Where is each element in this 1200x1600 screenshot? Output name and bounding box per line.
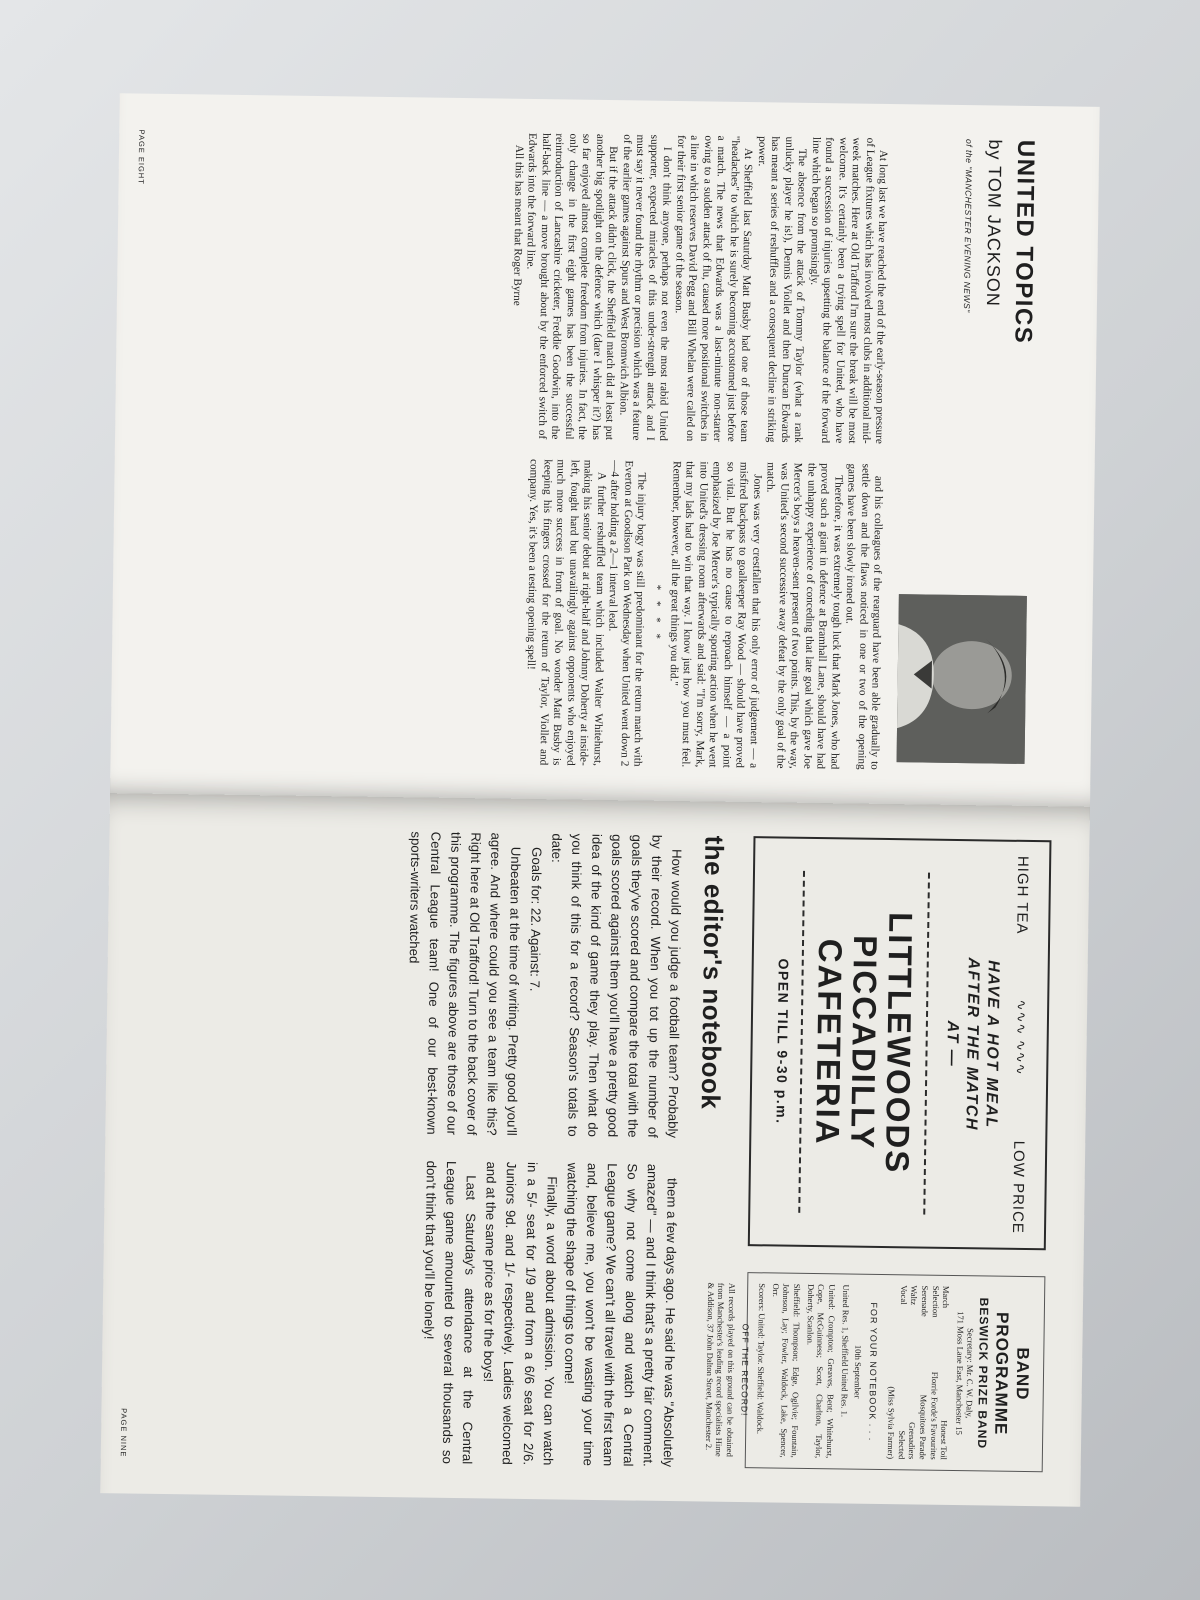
paragraph: Jones was very crestfallen that his only error of judgement — a misfired backpass to goalkeeper Ray Wood — should have proved so vital. But he has no cause to reproach himself — a point emphasized by Joe Mercer's typically sporting action when he went into United's dressing room afterwards and said: "I'm sorry, Mark, that my lads had to win that way. I know just how you must feel. Remember, however, all the great things you did." — [667, 460, 764, 769]
item-name: Grenadiers — [907, 1422, 918, 1460]
wavy-divider-icon: ∿∿∿ ∿∿∿ — [1013, 999, 1030, 1076]
item-name: Selected — [896, 1430, 907, 1460]
paragraph: I don't think anyone, perhaps not even the most rabid United supporter, expected miracles of this under-strength attack and I must say it never found the rhythm or precision which was a feature of the earlier games against Spurs and West Bromwich Albion. — [617, 134, 674, 441]
item-type: Selection — [930, 1285, 941, 1318]
band-singer: (Miss Sylvia Farmer) — [885, 1386, 897, 1460]
united-topics-column-1 — [165, 128, 889, 444]
paragraph: Finally, a word about admission. You can watch in a 5/- seat for 1/9 and from a 6/6 seat for 2/6. Juniors 9d. and 1/- respectively. Ladies welcomed and at the same price as for the boys! — [481, 1161, 560, 1466]
notebook-united-team: United: Crompton; Greaves, Bent; Whitehurst, Cope, McGuinness; Scott, Charlton, Taylor, Doherty, Scanlon. — [805, 1283, 838, 1459]
editors-notebook-column-1 — [172, 828, 686, 1138]
band-name: BESWICK PRIZE BAND — [975, 1297, 992, 1450]
left-page — [110, 93, 1100, 807]
paragraph: and his colleagues of the rearguard have been able gradually to settle down and the flaws noticed in one or two of the opening games have been slowly ironed out. — [843, 463, 885, 770]
right-page — [100, 793, 1090, 1507]
paragraph: Last Saturday's attendance at the Central League game amounted to several thousands so don't think that you'll be lonely! — [421, 1160, 480, 1465]
portrait-image — [897, 594, 1027, 764]
item-type: Serenade — [919, 1285, 931, 1317]
united-topics-header — [880, 138, 1039, 772]
ad-brand-3: CAFETERIA — [809, 938, 850, 1146]
paragraph: them a few days ago. He said he was "Absolutely amazed" — and I think that's a pretty fair comment. So why not come along and watch a Central League game? We can't all travel with the first team and, believe me, you won't be wasting your time watching the shape of things to come! — [561, 1162, 680, 1468]
notebook-date: 10th September — [852, 1344, 864, 1399]
ad-line-2: AFTER THE MATCH — [962, 957, 982, 1131]
item-type: Vocal — [898, 1285, 910, 1305]
byline-affiliation: of the "MANCHESTER EVENING NEWS" — [961, 139, 975, 313]
paragraph: At Sheffield last Saturday Matt Busby had one of those team "headaches" to which he is surely becoming accustomed just before a match. The news that Edwards was a last-minute non-starter owing to a sudden attack of flu, caused more positional switches in a line in which reserves David Pegg and Bill Whelan were called on for their first senior game of the season. — [672, 134, 755, 443]
paragraph: At long last we have reached the end of the early-season pressure of League fixtures which has involved most clubs in additional mid-week matches. Here at Old Trafford I'm sure the break will be most welcome. It's certainly been a trying spell for United, who have found a succession of injuries upsetting the balance of the forward line which began so promisingly. — [807, 136, 890, 444]
player-photo — [897, 594, 1027, 764]
paragraph: Goals for: 22. Against: 7. — [526, 847, 544, 992]
paragraph: The injury bogy was still predominant for the return match with Everton at Goodison Park on Wednesday when United went down 2—4 after holding a 2—1 interval lead. — [606, 460, 648, 767]
page-number-left: PAGE EIGHT — [136, 129, 147, 185]
paragraph: How would you judge a football team? Probably by their record. When you tot up the number of goals they've scored and compare the total with the goals scored against them you'll have a pretty good idea of the kind of game they play. Then what do you think of this for a record? Season's totals to date: — [548, 833, 685, 1139]
ad-low-price: LOW PRICE — [1008, 1140, 1028, 1234]
ad-brand-2: PICCADILLY — [844, 934, 885, 1151]
paragraph: A further reshuffled team which included Walter Whitehurst, making his senior debut at right-half and Johnny Doherty at inside-left, fought hard but unavailingly against opponents who enjoyed much more success in front of goal. No wonder Matt Busby is keeping his fingers crossed for the return of Taylor, Viollet and company. Yes, it's been a testing opening spell! — [524, 458, 608, 767]
notebook-fixture: United Res. 1, Sheffield United Res. 1. — [839, 1284, 851, 1418]
united-topics-title: UNITED TOPICS — [1009, 139, 1040, 345]
paragraph: All this has meant that Roger Byrne — [510, 144, 526, 306]
ad-line-3: AT — — [943, 1020, 961, 1068]
item-name: Honest Toil — [939, 1420, 950, 1460]
band-programme-title: BAND PROGRAMME — [990, 1311, 1033, 1436]
off-the-record-text: All records played on this ground can be obtained from Manchester's leading record specialists Hime & Addison, 37 John Dalton Street, Manchester 2. — [703, 1282, 738, 1457]
band-programme-box — [703, 1272, 1046, 1472]
ad-high-tea: HIGH TEA — [1013, 855, 1032, 935]
programme-booklet — [100, 93, 1099, 1507]
united-topics-column-2 — [161, 454, 885, 770]
paragraph: But if the attack didn't click, the Sheffield match did at least put another big spotlight on the defence which (dare I whisper it?) has so far enjoyed almost complete freedom from injuries. In fact, the only change in the first eight games has been the successful reintroduction of Lancashire cricketer, Freddie Goodwin, into the half-back line — a move brought about by the enforced switch of Edwards into the forward line. — [524, 132, 620, 441]
notebook-heading: FOR YOUR NOTEBOOK . . . — [867, 1302, 880, 1442]
band-address: 171 Moss Lane East, Manchester 15 — [954, 1311, 966, 1435]
item-type: Waltz — [909, 1285, 920, 1306]
paragraph: Therefore, it was extremely tough luck that Mark Jones, who had proved such a giant in defence at Bramhall Lane, should have had the unhappy experience of conceding that late goal which gave Joe Mercer's boys a heaven-sent present of two points. This, by the way, was United's second successive away defeat by the only goal of the match. — [764, 462, 845, 770]
page-number-right: PAGE NINE — [118, 1408, 129, 1458]
off-the-record-heading: OFF THE RECORD! — [739, 1323, 751, 1417]
item-name: Florrie Forde's Favourites — [928, 1371, 940, 1460]
ad-brand-box — [798, 871, 930, 1215]
band-secretary: Secretary: Mr. C. W. Daly, — [964, 1328, 977, 1419]
band-items — [885, 1285, 951, 1460]
editors-notebook-title: the editor's notebook — [695, 835, 730, 1110]
ad-opening-hours: OPEN TILL 9-30 p.m. — [773, 958, 792, 1125]
paragraph: The absence from the attack of Tommy Taylor (what a rank unlucky player he is!), Dennis Viollet and then Duncan Edwards has meant a series of reshuffles and a consequent decline in striking power. — [755, 136, 809, 443]
notebook-sheffield-team: Sheffield: Thompson; Edge, Ogilvie; Fountain, Johnson, Lay; Fowler, Waldock, Lake, Spencer, Orr. — [770, 1283, 803, 1458]
editors-notebook-column-2 — [168, 1157, 682, 1467]
cafeteria-advert — [748, 836, 1052, 1250]
paragraph: Unbeaten at the time of writing. Pretty good you'll agree. And where could you see a team like this? Right here at Old Trafford! Turn to the back cover of this programme. The figures above are those of our Central League team! One of our best-known sports-writers watched — [406, 831, 524, 1136]
ad-brand-1: LITTLEWOODS — [878, 911, 920, 1175]
ad-line-1: HAVE A HOT MEAL — [982, 960, 1002, 1129]
item-type: March — [941, 1285, 952, 1309]
byline: by TOM JACKSON — [982, 139, 1006, 307]
section-stars: * * * * — [650, 584, 664, 643]
item-name: Mosquitoes Parade — [917, 1394, 929, 1460]
notebook-scorers: Scorers: United: Taylor. Sheffield: Waldock. — [755, 1283, 768, 1435]
